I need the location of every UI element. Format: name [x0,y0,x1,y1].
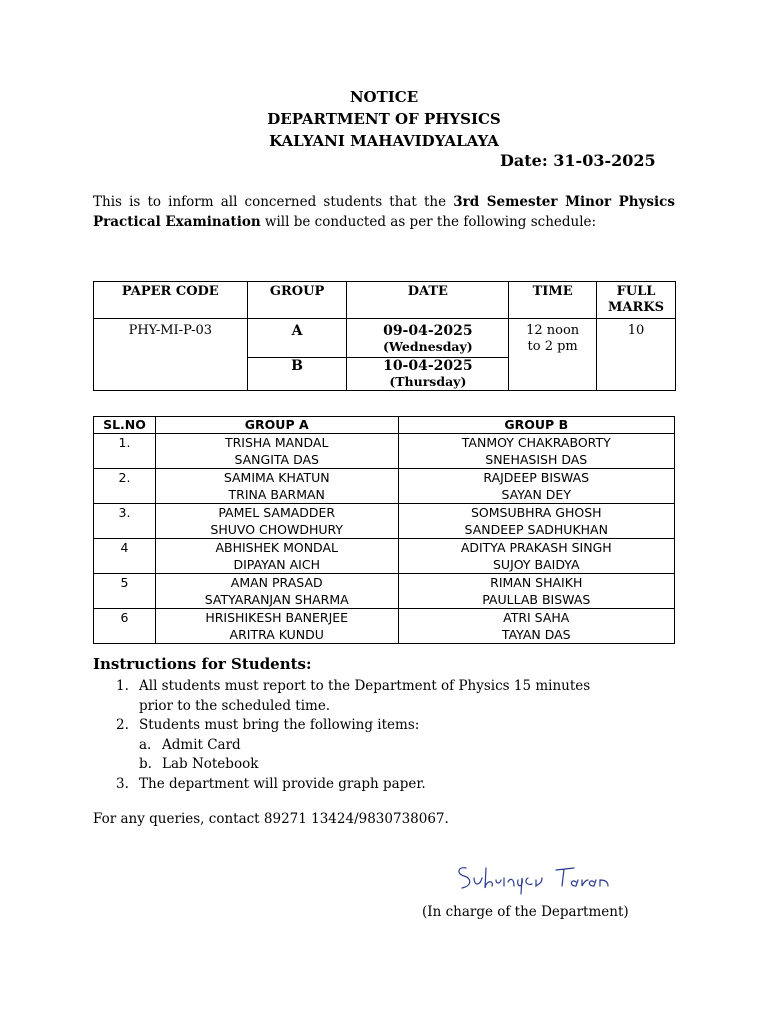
student-name: TRISHA MANDAL [224,435,329,450]
schedule-header-row [94,282,676,319]
date-b-cell [347,358,509,391]
group-a-names [155,504,398,539]
list-item [116,716,676,736]
group-a-names [155,469,398,504]
item-letter: a. [139,736,152,753]
item-letter: b. [139,756,152,772]
student-name: SAMIMA KHATUN [223,470,330,485]
table-row [94,434,675,469]
sub-list-item [116,755,676,775]
student-name: ATRI SAHA [503,610,570,625]
sl-cell: 3. [94,504,156,539]
item-text: Students must bring the following items: [139,717,420,733]
group-b-names [398,539,675,574]
intro-prefix: This is to inform all concerned students that the [93,194,454,210]
table-row [94,469,675,504]
group-a-names [155,574,398,609]
student-name: ABHISHEK MONDAL [215,540,338,555]
notice-date: Date: 31-03-2025 [500,151,656,170]
student-name: SOMSUBHRA GHOSH [470,505,602,520]
header-time: TIME [509,282,597,319]
student-name: ARITRA KUNDU [229,627,324,642]
sl-cell: 6 [94,609,156,644]
roster-table [93,416,675,644]
list-item [116,775,676,795]
instructions-list [116,677,676,794]
student-name: AMAN PRASAD [230,575,323,590]
contact-line: For any queries, contact 89271 13424/9830738067. [93,811,449,827]
student-name: ADITYA PRAKASH SINGH [460,540,612,555]
item-number: 3. [116,775,129,792]
header-full-marks: FULL MARKS [597,282,676,319]
student-name: PAULLAB BISWAS [482,592,591,607]
student-name: SAYAN DEY [501,487,571,502]
group-b-names [398,504,675,539]
signature-image [452,858,617,898]
group-a-names [155,539,398,574]
group-a-cell: A [247,319,347,358]
header-group-b: GROUP B [398,417,675,434]
time-line-2: to 2 pm [527,339,578,354]
schedule-row-a [94,319,676,358]
student-name: SNEHASISH DAS [485,452,588,467]
sl-cell: 5 [94,574,156,609]
day-b: (Thursday) [389,374,467,389]
table-row [94,504,675,539]
college-name: KALYANI MAHAVIDYALAYA [269,132,499,150]
group-b-cell: B [247,358,347,391]
student-name: TRINA BARMAN [228,487,325,502]
header-group: GROUP [247,282,347,319]
item-text: Lab Notebook [162,756,259,772]
student-name: TANMOY CHAKRABORTY [461,435,611,450]
group-a-names [155,434,398,469]
instructions-title: Instructions for Students: [93,655,312,673]
sub-list-item [116,736,676,756]
sl-cell: 4 [94,539,156,574]
student-name: SANGITA DAS [234,452,319,467]
student-name: RAJDEEP BISWAS [483,470,590,485]
table-row [94,574,675,609]
time-cell [509,319,597,391]
item-text: prior to the scheduled time. [139,697,331,714]
group-b-names [398,434,675,469]
student-name: PAMEL SAMADDER [218,505,336,520]
item-text: Admit Card [162,736,241,753]
time-line-1: 12 noon [526,323,580,338]
roster-header-row [94,417,675,434]
paper-code-cell: PHY-MI-P-03 [94,319,248,391]
group-b-names [398,574,675,609]
student-name: SHUVO CHOWDHURY [210,522,344,537]
sl-cell: 1. [94,434,156,469]
item-number: 2. [116,717,129,733]
notice-title: NOTICE [349,88,419,106]
table-row [94,539,675,574]
student-name: SATYARANJAN SHARMA [204,592,349,607]
item-number: 1. [116,678,129,694]
group-a-names [155,609,398,644]
header-sl-no: SL.NO [94,417,156,434]
student-name: DIPAYAN AICH [233,557,320,572]
item-text: All students must report to the Department of Physics 15 minutes [139,678,591,694]
student-name: TAYAN DAS [501,627,571,642]
header-paper-code: PAPER CODE [94,282,248,319]
header-date: DATE [347,282,509,319]
group-b-names [398,469,675,504]
intro-paragraph [93,193,675,232]
intro-suffix: will be conducted as per the following schedule: [260,213,597,230]
date-b: 10-04-2025 [383,358,473,374]
exam-name: 3rd Semester Minor Physics Practical Examination [93,194,675,230]
department-name: DEPARTMENT OF PHYSICS [267,110,501,128]
table-row [94,609,675,644]
student-name: HRISHIKESH BANERJEE [205,610,349,625]
sl-cell: 2. [94,469,156,504]
date-a-cell [347,319,509,358]
item-text: The department will provide graph paper. [139,775,426,792]
day-a: (Wednesday) [382,339,473,354]
list-item [116,677,676,716]
full-marks-cell: 10 [597,319,676,391]
schedule-table [93,281,676,391]
signatory-designation: (In charge of the Department) [422,904,629,920]
student-name: SUJOY BAIDYA [492,557,580,572]
student-name: SANDEEP SADHUKHAN [464,522,608,537]
group-b-names [398,609,675,644]
header-group-a: GROUP A [155,417,398,434]
student-name: RIMAN SHAIKH [490,575,583,590]
date-a: 09-04-2025 [383,323,473,339]
